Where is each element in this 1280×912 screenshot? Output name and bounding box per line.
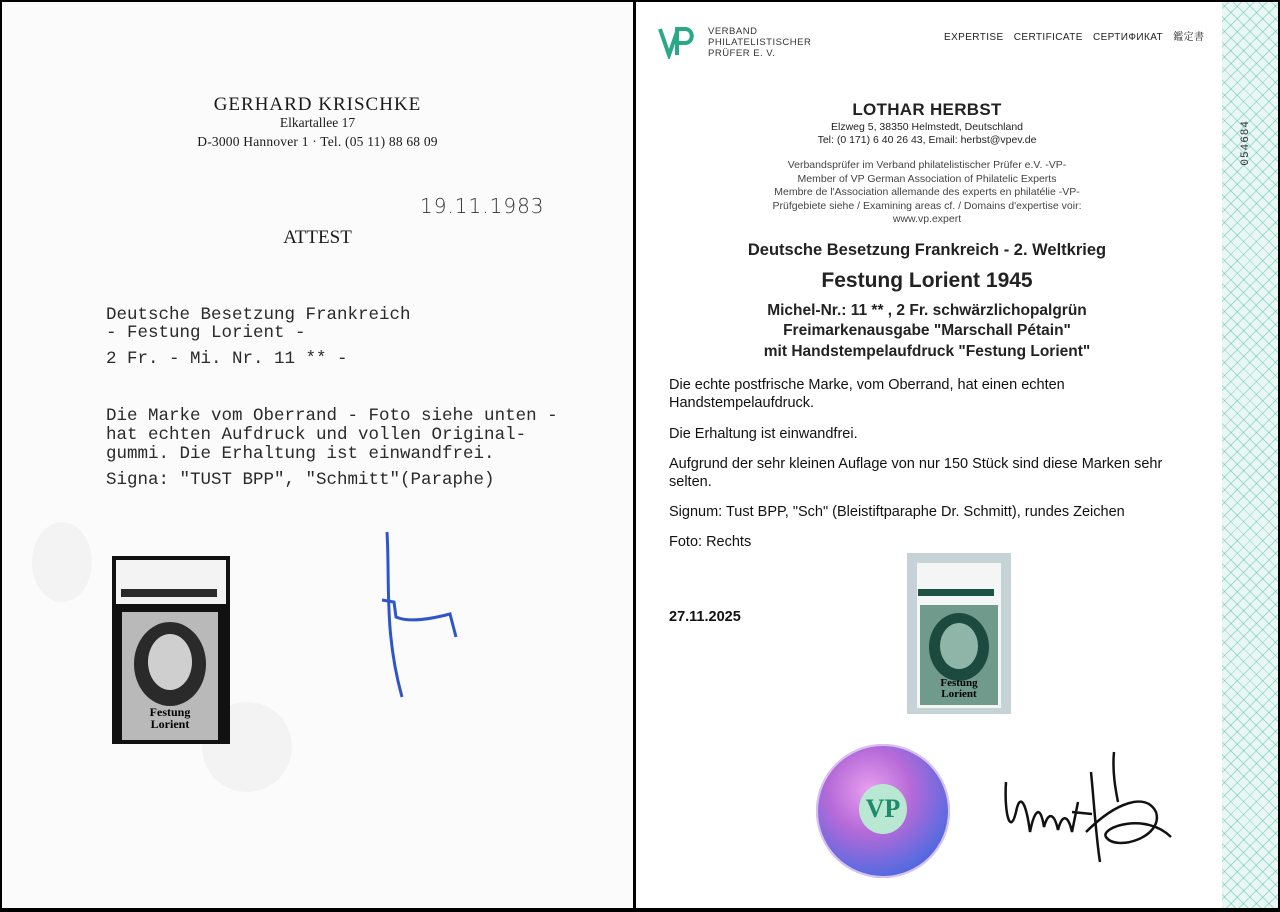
expert-name: GERHARD KRISCHKE bbox=[213, 94, 422, 115]
overprint-top: Festung bbox=[940, 677, 978, 689]
certificate-title-2: Festung Lorient 1945 bbox=[821, 269, 1033, 292]
org-line: PRÜFER E. V. bbox=[708, 48, 776, 59]
org-line: PHILATELISTISCHER bbox=[708, 37, 812, 48]
certificate-title-3: mit Handstempelaufdruck "Festung Lorient" bbox=[763, 343, 1091, 360]
portrait-head bbox=[940, 623, 978, 669]
heading-certificate: CERTIFICATE bbox=[1013, 32, 1083, 43]
stamp-overprint bbox=[122, 706, 218, 730]
certificate-date: 27.11.2025 bbox=[669, 609, 741, 625]
certificate-serial: 054684 bbox=[1240, 120, 1252, 166]
certificate-paragraph: Aufgrund der sehr kleinen Auflage von nur 150 Stück sind diese Marken sehr selten. bbox=[669, 456, 1163, 490]
overprint-top: Festung bbox=[149, 705, 191, 719]
heading-japanese: 鑑定書 bbox=[1173, 32, 1205, 43]
certificate-headings bbox=[944, 28, 1211, 43]
vp-logo-icon bbox=[658, 25, 696, 59]
attest-line: gummi. Die Erhaltung ist einwandfrei. bbox=[106, 444, 495, 464]
certificate-title-3: Michel-Nr.: 11 ** , 2 Fr. schwärzlichopalgrün bbox=[767, 302, 1087, 319]
stamp-photo-black-white bbox=[112, 556, 230, 744]
paper-blemish bbox=[32, 522, 92, 602]
vp-organisation bbox=[708, 26, 811, 59]
expert-contact: Tel: (0 171) 6 40 26 43, Email: herbst@vpev.de bbox=[817, 134, 1037, 146]
attest-date: 19.11.1983 bbox=[420, 194, 545, 218]
overprint-bar bbox=[918, 589, 994, 596]
hologram-seal bbox=[816, 744, 950, 878]
pen-signature bbox=[372, 522, 472, 702]
attest-line: Die Marke vom Oberrand - Foto siehe unten - bbox=[106, 406, 558, 426]
org-line: VERBAND bbox=[708, 26, 758, 37]
membership-line: Verbandsprüfer im Verband philatelistischer Prüfer e.V. -VP- bbox=[787, 159, 1067, 171]
expert-city-phone: D-3000 Hannover 1 · Tel. (05 11) 88 68 09 bbox=[197, 134, 438, 149]
certificate-title-3: Freimarkenausgabe "Marschall Pétain" bbox=[783, 322, 1071, 339]
stamp-photo-colour bbox=[907, 553, 1011, 714]
membership-text bbox=[636, 159, 1218, 227]
krischke-attest bbox=[2, 2, 633, 908]
attest-title: ATTEST bbox=[283, 227, 352, 248]
membership-line: Member of VP German Association of Philatelic Experts bbox=[797, 172, 1057, 185]
seal-vp-logo: VP bbox=[859, 784, 907, 834]
attest-line: hat echten Aufdruck und vollen Original- bbox=[106, 425, 527, 445]
membership-line: Membre de l'Association allemande des experts en philatélie -VP- bbox=[774, 186, 1080, 198]
portrait-head bbox=[148, 634, 192, 690]
membership-line: Prüfgebiete siehe / Examining areas cf. / Domains d'expertise voir: bbox=[772, 199, 1082, 212]
certificate-paragraph: Foto: Rechts bbox=[669, 534, 752, 550]
certificate-title-1: Deutsche Besetzung Frankreich - 2. Weltkrieg bbox=[747, 241, 1107, 259]
overprint-bottom: Lorient bbox=[941, 688, 977, 700]
expert-name: LOTHAR HERBST bbox=[852, 100, 1002, 119]
certificate-paragraph: Die echte postfrische Marke, vom Oberrand, hat einen echten Handstempelaufdruck. bbox=[669, 377, 1065, 411]
heading-sertifikat: СЕРТИФИКАТ bbox=[1092, 32, 1164, 43]
certificate-paragraph: Signum: Tust BPP, "Sch" (Bleistiftparaphe Dr. Schmitt), rundes Zeichen bbox=[669, 504, 1125, 520]
overprint-bar bbox=[121, 589, 217, 597]
stamp-margin bbox=[116, 560, 226, 604]
overprint-bottom: Lorient bbox=[150, 717, 190, 731]
handwritten-signature bbox=[996, 742, 1186, 872]
membership-line: www.vp.expert bbox=[892, 213, 962, 225]
stamp-overprint bbox=[920, 678, 998, 700]
vp-expertise-certificate bbox=[636, 2, 1278, 908]
attest-line: Deutsche Besetzung Frankreich bbox=[106, 305, 411, 325]
heading-expertise: EXPERTISE bbox=[944, 32, 1004, 43]
expert-street: Elkartallee 17 bbox=[279, 115, 356, 130]
attest-line: Signa: "TUST BPP", "Schmitt"(Paraphe) bbox=[106, 470, 495, 490]
expert-address: Elzweg 5, 38350 Helmstedt, Deutschland bbox=[830, 121, 1024, 133]
attest-line: 2 Fr. - Mi. Nr. 11 ** - bbox=[106, 349, 348, 369]
attest-line: - Festung Lorient - bbox=[106, 323, 306, 343]
certificate-paragraph: Die Erhaltung ist einwandfrei. bbox=[669, 426, 858, 442]
